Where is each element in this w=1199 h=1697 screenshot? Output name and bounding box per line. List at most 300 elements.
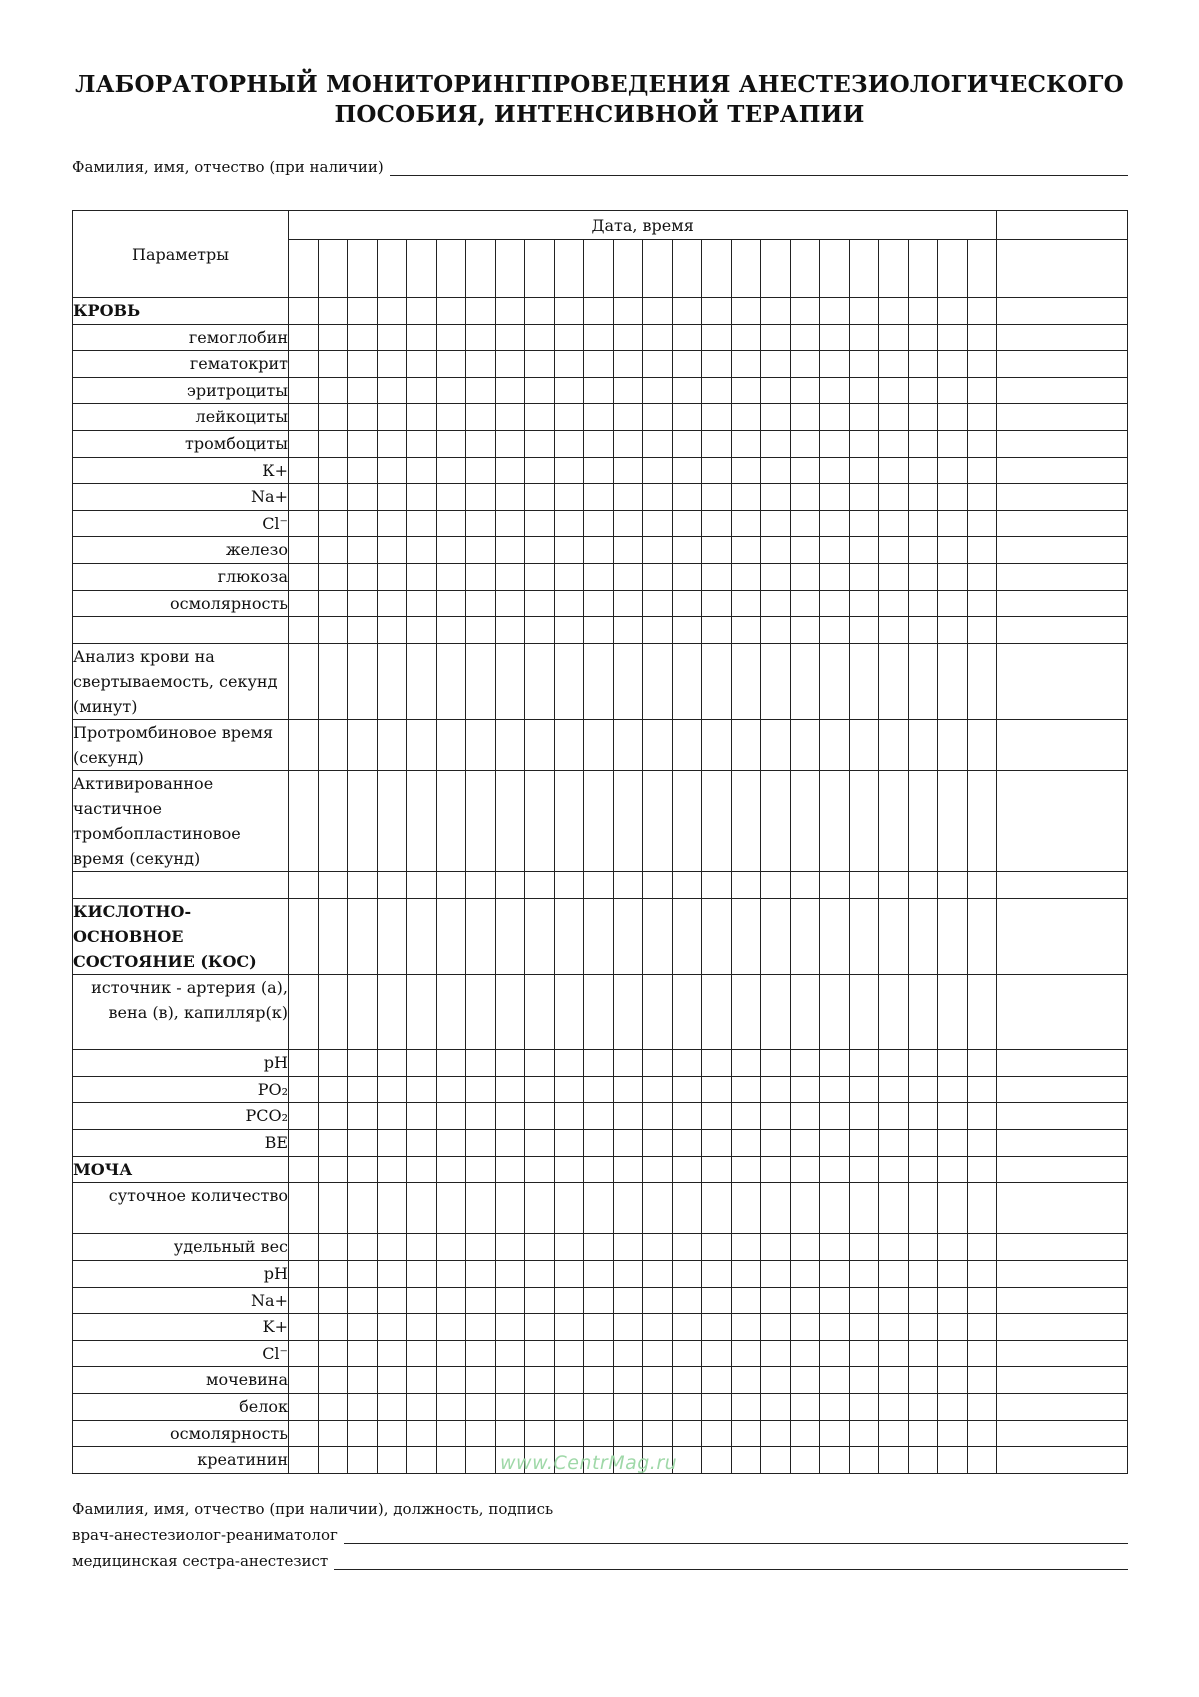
value-cell[interactable] xyxy=(731,1234,761,1261)
value-cell[interactable] xyxy=(466,377,496,404)
value-cell[interactable] xyxy=(672,1130,702,1157)
value-cell[interactable] xyxy=(554,643,584,719)
value-cell[interactable] xyxy=(967,770,997,871)
value-cell[interactable] xyxy=(672,377,702,404)
value-cell[interactable] xyxy=(731,1156,761,1183)
value-cell[interactable] xyxy=(613,1130,643,1157)
value-cell[interactable] xyxy=(613,563,643,590)
value-cell[interactable] xyxy=(613,1314,643,1341)
value-cell[interactable] xyxy=(997,404,1128,431)
value-cell[interactable] xyxy=(938,590,968,617)
value-cell[interactable] xyxy=(318,1394,348,1421)
value-cell[interactable] xyxy=(908,1103,938,1130)
value-cell[interactable] xyxy=(879,617,909,644)
value-cell[interactable] xyxy=(613,1367,643,1394)
value-cell[interactable] xyxy=(643,1314,673,1341)
value-cell[interactable] xyxy=(436,1447,466,1474)
value-cell[interactable] xyxy=(849,1103,879,1130)
value-cell[interactable] xyxy=(731,298,761,325)
value-cell[interactable] xyxy=(466,404,496,431)
date-slot-cell[interactable] xyxy=(997,240,1128,298)
value-cell[interactable] xyxy=(525,1183,555,1234)
value-cell[interactable] xyxy=(495,974,525,1050)
value-cell[interactable] xyxy=(289,430,319,457)
value-cell[interactable] xyxy=(643,617,673,644)
value-cell[interactable] xyxy=(407,563,437,590)
value-cell[interactable] xyxy=(348,377,378,404)
value-cell[interactable] xyxy=(702,1050,732,1077)
value-cell[interactable] xyxy=(967,1076,997,1103)
date-slot-cell[interactable] xyxy=(584,240,614,298)
value-cell[interactable] xyxy=(348,1130,378,1157)
value-cell[interactable] xyxy=(348,1050,378,1077)
value-cell[interactable] xyxy=(938,537,968,564)
value-cell[interactable] xyxy=(820,351,850,378)
value-cell[interactable] xyxy=(525,484,555,511)
value-cell[interactable] xyxy=(466,324,496,351)
value-cell[interactable] xyxy=(967,974,997,1050)
value-cell[interactable] xyxy=(820,1314,850,1341)
value-cell[interactable] xyxy=(466,1234,496,1261)
value-cell[interactable] xyxy=(997,898,1128,974)
value-cell[interactable] xyxy=(672,1183,702,1234)
value-cell[interactable] xyxy=(289,974,319,1050)
value-cell[interactable] xyxy=(466,590,496,617)
value-cell[interactable] xyxy=(672,510,702,537)
value-cell[interactable] xyxy=(967,1314,997,1341)
value-cell[interactable] xyxy=(348,590,378,617)
value-cell[interactable] xyxy=(731,457,761,484)
value-cell[interactable] xyxy=(761,1447,791,1474)
value-cell[interactable] xyxy=(790,351,820,378)
value-cell[interactable] xyxy=(879,298,909,325)
value-cell[interactable] xyxy=(584,563,614,590)
value-cell[interactable] xyxy=(761,1287,791,1314)
value-cell[interactable] xyxy=(613,1420,643,1447)
value-cell[interactable] xyxy=(407,1183,437,1234)
value-cell[interactable] xyxy=(466,719,496,770)
value-cell[interactable] xyxy=(466,1420,496,1447)
value-cell[interactable] xyxy=(643,719,673,770)
value-cell[interactable] xyxy=(348,1447,378,1474)
value-cell[interactable] xyxy=(613,1103,643,1130)
value-cell[interactable] xyxy=(849,1156,879,1183)
value-cell[interactable] xyxy=(761,898,791,974)
value-cell[interactable] xyxy=(377,871,407,898)
value-cell[interactable] xyxy=(997,719,1128,770)
value-cell[interactable] xyxy=(820,404,850,431)
value-cell[interactable] xyxy=(790,1420,820,1447)
value-cell[interactable] xyxy=(908,617,938,644)
value-cell[interactable] xyxy=(731,484,761,511)
value-cell[interactable] xyxy=(997,1076,1128,1103)
value-cell[interactable] xyxy=(849,430,879,457)
value-cell[interactable] xyxy=(525,770,555,871)
value-cell[interactable] xyxy=(289,298,319,325)
value-cell[interactable] xyxy=(554,430,584,457)
value-cell[interactable] xyxy=(790,484,820,511)
value-cell[interactable] xyxy=(554,484,584,511)
value-cell[interactable] xyxy=(967,1050,997,1077)
value-cell[interactable] xyxy=(289,1103,319,1130)
value-cell[interactable] xyxy=(643,537,673,564)
value-cell[interactable] xyxy=(790,404,820,431)
value-cell[interactable] xyxy=(761,430,791,457)
value-cell[interactable] xyxy=(318,1447,348,1474)
value-cell[interactable] xyxy=(761,974,791,1050)
value-cell[interactable] xyxy=(790,457,820,484)
value-cell[interactable] xyxy=(879,563,909,590)
value-cell[interactable] xyxy=(407,1234,437,1261)
value-cell[interactable] xyxy=(436,1050,466,1077)
value-cell[interactable] xyxy=(407,351,437,378)
value-cell[interactable] xyxy=(436,351,466,378)
value-cell[interactable] xyxy=(879,1234,909,1261)
value-cell[interactable] xyxy=(289,351,319,378)
value-cell[interactable] xyxy=(554,1183,584,1234)
value-cell[interactable] xyxy=(820,537,850,564)
value-cell[interactable] xyxy=(407,1076,437,1103)
value-cell[interactable] xyxy=(643,404,673,431)
value-cell[interactable] xyxy=(436,1340,466,1367)
value-cell[interactable] xyxy=(879,430,909,457)
value-cell[interactable] xyxy=(672,1261,702,1288)
value-cell[interactable] xyxy=(908,298,938,325)
value-cell[interactable] xyxy=(466,510,496,537)
value-cell[interactable] xyxy=(289,1287,319,1314)
value-cell[interactable] xyxy=(613,1183,643,1234)
value-cell[interactable] xyxy=(348,1234,378,1261)
value-cell[interactable] xyxy=(495,1103,525,1130)
value-cell[interactable] xyxy=(672,537,702,564)
value-cell[interactable] xyxy=(790,1076,820,1103)
value-cell[interactable] xyxy=(466,1076,496,1103)
value-cell[interactable] xyxy=(348,1183,378,1234)
value-cell[interactable] xyxy=(908,1367,938,1394)
value-cell[interactable] xyxy=(318,1076,348,1103)
value-cell[interactable] xyxy=(466,1340,496,1367)
value-cell[interactable] xyxy=(495,298,525,325)
value-cell[interactable] xyxy=(348,1156,378,1183)
value-cell[interactable] xyxy=(495,563,525,590)
value-cell[interactable] xyxy=(849,898,879,974)
value-cell[interactable] xyxy=(672,974,702,1050)
value-cell[interactable] xyxy=(436,1156,466,1183)
value-cell[interactable] xyxy=(466,974,496,1050)
value-cell[interactable] xyxy=(761,1314,791,1341)
value-cell[interactable] xyxy=(613,643,643,719)
value-cell[interactable] xyxy=(702,1183,732,1234)
value-cell[interactable] xyxy=(495,377,525,404)
value-cell[interactable] xyxy=(525,430,555,457)
value-cell[interactable] xyxy=(879,377,909,404)
value-cell[interactable] xyxy=(790,1050,820,1077)
value-cell[interactable] xyxy=(525,871,555,898)
value-cell[interactable] xyxy=(731,1130,761,1157)
date-slot-cell[interactable] xyxy=(938,240,968,298)
value-cell[interactable] xyxy=(938,1050,968,1077)
value-cell[interactable] xyxy=(407,430,437,457)
value-cell[interactable] xyxy=(938,871,968,898)
value-cell[interactable] xyxy=(820,974,850,1050)
value-cell[interactable] xyxy=(790,430,820,457)
value-cell[interactable] xyxy=(997,590,1128,617)
value-cell[interactable] xyxy=(761,537,791,564)
value-cell[interactable] xyxy=(938,404,968,431)
value-cell[interactable] xyxy=(318,430,348,457)
value-cell[interactable] xyxy=(584,871,614,898)
value-cell[interactable] xyxy=(967,1156,997,1183)
value-cell[interactable] xyxy=(525,1130,555,1157)
value-cell[interactable] xyxy=(997,484,1128,511)
value-cell[interactable] xyxy=(820,871,850,898)
value-cell[interactable] xyxy=(702,1340,732,1367)
value-cell[interactable] xyxy=(436,871,466,898)
date-slot-cell[interactable] xyxy=(643,240,673,298)
value-cell[interactable] xyxy=(377,430,407,457)
value-cell[interactable] xyxy=(348,974,378,1050)
value-cell[interactable] xyxy=(879,1340,909,1367)
value-cell[interactable] xyxy=(348,643,378,719)
value-cell[interactable] xyxy=(318,1261,348,1288)
value-cell[interactable] xyxy=(967,1394,997,1421)
value-cell[interactable] xyxy=(436,1394,466,1421)
value-cell[interactable] xyxy=(672,404,702,431)
value-cell[interactable] xyxy=(584,1314,614,1341)
value-cell[interactable] xyxy=(289,1183,319,1234)
value-cell[interactable] xyxy=(348,351,378,378)
value-cell[interactable] xyxy=(702,719,732,770)
value-cell[interactable] xyxy=(997,430,1128,457)
value-cell[interactable] xyxy=(554,1287,584,1314)
value-cell[interactable] xyxy=(436,537,466,564)
value-cell[interactable] xyxy=(908,510,938,537)
value-cell[interactable] xyxy=(997,1314,1128,1341)
value-cell[interactable] xyxy=(790,719,820,770)
value-cell[interactable] xyxy=(348,1261,378,1288)
value-cell[interactable] xyxy=(495,537,525,564)
value-cell[interactable] xyxy=(407,1367,437,1394)
value-cell[interactable] xyxy=(613,324,643,351)
value-cell[interactable] xyxy=(318,617,348,644)
value-cell[interactable] xyxy=(436,617,466,644)
value-cell[interactable] xyxy=(731,1050,761,1077)
value-cell[interactable] xyxy=(672,298,702,325)
value-cell[interactable] xyxy=(495,1050,525,1077)
value-cell[interactable] xyxy=(554,1156,584,1183)
value-cell[interactable] xyxy=(997,974,1128,1050)
value-cell[interactable] xyxy=(348,510,378,537)
value-cell[interactable] xyxy=(702,1130,732,1157)
value-cell[interactable] xyxy=(643,510,673,537)
value-cell[interactable] xyxy=(348,1314,378,1341)
value-cell[interactable] xyxy=(820,1261,850,1288)
value-cell[interactable] xyxy=(348,537,378,564)
date-slot-cell[interactable] xyxy=(348,240,378,298)
value-cell[interactable] xyxy=(554,351,584,378)
value-cell[interactable] xyxy=(584,430,614,457)
date-slot-cell[interactable] xyxy=(318,240,348,298)
value-cell[interactable] xyxy=(289,1261,319,1288)
value-cell[interactable] xyxy=(967,1130,997,1157)
value-cell[interactable] xyxy=(908,1261,938,1288)
value-cell[interactable] xyxy=(643,457,673,484)
value-cell[interactable] xyxy=(318,643,348,719)
value-cell[interactable] xyxy=(377,298,407,325)
value-cell[interactable] xyxy=(849,510,879,537)
value-cell[interactable] xyxy=(407,1130,437,1157)
value-cell[interactable] xyxy=(967,298,997,325)
value-cell[interactable] xyxy=(584,1420,614,1447)
value-cell[interactable] xyxy=(938,1076,968,1103)
value-cell[interactable] xyxy=(820,719,850,770)
value-cell[interactable] xyxy=(613,430,643,457)
value-cell[interactable] xyxy=(318,563,348,590)
value-cell[interactable] xyxy=(466,298,496,325)
value-cell[interactable] xyxy=(702,430,732,457)
value-cell[interactable] xyxy=(790,1314,820,1341)
value-cell[interactable] xyxy=(377,1130,407,1157)
value-cell[interactable] xyxy=(554,770,584,871)
date-slot-cell[interactable] xyxy=(289,240,319,298)
value-cell[interactable] xyxy=(761,1183,791,1234)
value-cell[interactable] xyxy=(820,1394,850,1421)
value-cell[interactable] xyxy=(495,1394,525,1421)
value-cell[interactable] xyxy=(938,617,968,644)
date-slot-cell[interactable] xyxy=(702,240,732,298)
value-cell[interactable] xyxy=(466,617,496,644)
value-cell[interactable] xyxy=(613,298,643,325)
value-cell[interactable] xyxy=(643,770,673,871)
value-cell[interactable] xyxy=(938,324,968,351)
value-cell[interactable] xyxy=(731,351,761,378)
value-cell[interactable] xyxy=(289,1367,319,1394)
value-cell[interactable] xyxy=(643,1183,673,1234)
value-cell[interactable] xyxy=(849,1394,879,1421)
value-cell[interactable] xyxy=(731,1420,761,1447)
value-cell[interactable] xyxy=(318,537,348,564)
value-cell[interactable] xyxy=(908,974,938,1050)
value-cell[interactable] xyxy=(790,1447,820,1474)
value-cell[interactable] xyxy=(377,484,407,511)
value-cell[interactable] xyxy=(318,1130,348,1157)
value-cell[interactable] xyxy=(849,974,879,1050)
value-cell[interactable] xyxy=(407,1103,437,1130)
value-cell[interactable] xyxy=(613,770,643,871)
value-cell[interactable] xyxy=(407,643,437,719)
value-cell[interactable] xyxy=(289,617,319,644)
date-slot-cell[interactable] xyxy=(967,240,997,298)
value-cell[interactable] xyxy=(820,1050,850,1077)
value-cell[interactable] xyxy=(348,430,378,457)
value-cell[interactable] xyxy=(495,324,525,351)
value-cell[interactable] xyxy=(997,1156,1128,1183)
value-cell[interactable] xyxy=(554,974,584,1050)
value-cell[interactable] xyxy=(554,617,584,644)
value-cell[interactable] xyxy=(407,1287,437,1314)
value-cell[interactable] xyxy=(761,617,791,644)
value-cell[interactable] xyxy=(820,1340,850,1367)
value-cell[interactable] xyxy=(584,974,614,1050)
value-cell[interactable] xyxy=(466,1287,496,1314)
value-cell[interactable] xyxy=(731,590,761,617)
value-cell[interactable] xyxy=(318,351,348,378)
value-cell[interactable] xyxy=(702,298,732,325)
value-cell[interactable] xyxy=(466,537,496,564)
value-cell[interactable] xyxy=(495,457,525,484)
value-cell[interactable] xyxy=(407,404,437,431)
value-cell[interactable] xyxy=(525,1314,555,1341)
value-cell[interactable] xyxy=(879,537,909,564)
value-cell[interactable] xyxy=(318,1287,348,1314)
value-cell[interactable] xyxy=(613,377,643,404)
value-cell[interactable] xyxy=(495,590,525,617)
value-cell[interactable] xyxy=(702,1314,732,1341)
value-cell[interactable] xyxy=(731,1394,761,1421)
value-cell[interactable] xyxy=(318,590,348,617)
value-cell[interactable] xyxy=(790,1103,820,1130)
value-cell[interactable] xyxy=(908,643,938,719)
value-cell[interactable] xyxy=(938,643,968,719)
value-cell[interactable] xyxy=(554,1314,584,1341)
value-cell[interactable] xyxy=(672,898,702,974)
value-cell[interactable] xyxy=(908,590,938,617)
value-cell[interactable] xyxy=(967,537,997,564)
date-slot-cell[interactable] xyxy=(613,240,643,298)
value-cell[interactable] xyxy=(672,324,702,351)
value-cell[interactable] xyxy=(584,298,614,325)
value-cell[interactable] xyxy=(997,1394,1128,1421)
value-cell[interactable] xyxy=(938,1314,968,1341)
value-cell[interactable] xyxy=(289,590,319,617)
value-cell[interactable] xyxy=(997,1050,1128,1077)
value-cell[interactable] xyxy=(466,898,496,974)
value-cell[interactable] xyxy=(997,457,1128,484)
value-cell[interactable] xyxy=(938,1394,968,1421)
date-slot-cell[interactable] xyxy=(908,240,938,298)
value-cell[interactable] xyxy=(466,1130,496,1157)
value-cell[interactable] xyxy=(436,1076,466,1103)
value-cell[interactable] xyxy=(466,1183,496,1234)
value-cell[interactable] xyxy=(436,298,466,325)
value-cell[interactable] xyxy=(731,974,761,1050)
value-cell[interactable] xyxy=(377,563,407,590)
value-cell[interactable] xyxy=(702,484,732,511)
value-cell[interactable] xyxy=(525,537,555,564)
value-cell[interactable] xyxy=(702,1261,732,1288)
value-cell[interactable] xyxy=(731,770,761,871)
value-cell[interactable] xyxy=(908,1234,938,1261)
value-cell[interactable] xyxy=(377,1394,407,1421)
value-cell[interactable] xyxy=(938,1261,968,1288)
value-cell[interactable] xyxy=(820,563,850,590)
value-cell[interactable] xyxy=(849,590,879,617)
value-cell[interactable] xyxy=(820,1103,850,1130)
value-cell[interactable] xyxy=(761,871,791,898)
value-cell[interactable] xyxy=(643,1340,673,1367)
value-cell[interactable] xyxy=(790,643,820,719)
value-cell[interactable] xyxy=(348,1103,378,1130)
value-cell[interactable] xyxy=(672,1156,702,1183)
value-cell[interactable] xyxy=(761,457,791,484)
value-cell[interactable] xyxy=(613,617,643,644)
value-cell[interactable] xyxy=(348,617,378,644)
value-cell[interactable] xyxy=(318,377,348,404)
value-cell[interactable] xyxy=(849,770,879,871)
value-cell[interactable] xyxy=(495,404,525,431)
value-cell[interactable] xyxy=(761,377,791,404)
value-cell[interactable] xyxy=(525,298,555,325)
